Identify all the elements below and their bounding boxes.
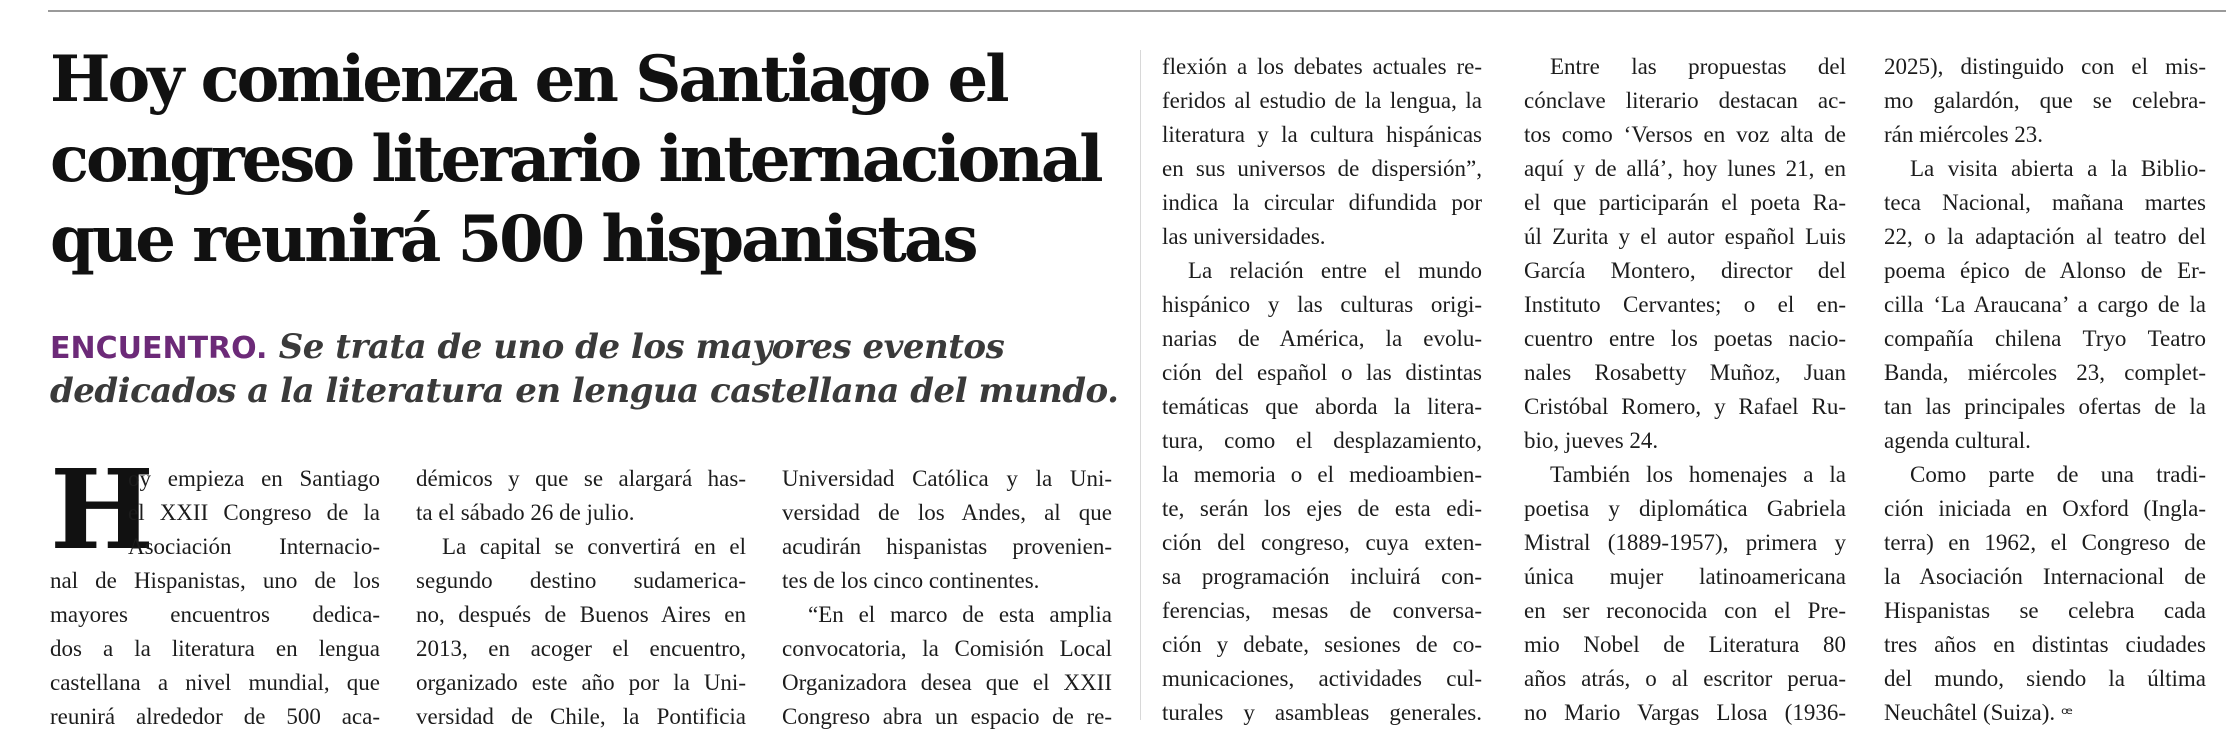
body-line: agenda cultural. [1884, 428, 2031, 453]
body-line: mo galardón, que se celebra- [1884, 88, 2206, 113]
body-line: Banda, miércoles 23, complet- [1884, 360, 2206, 385]
body-line: Asociación Internacio- [128, 534, 380, 559]
body-line: no, después de Buenos Aires en [416, 602, 746, 627]
lead-line [50, 326, 1130, 370]
body-line: organizado este año por la Uni- [416, 670, 746, 695]
body-line: 2025), distinguido con el mis- [1884, 54, 2206, 79]
body-column-2 [416, 462, 746, 734]
body-line: tan las principales ofertas de la [1884, 394, 2206, 419]
body-line: García Montero, director del [1524, 258, 1846, 283]
body-line: la Asociación Internacional de [1884, 564, 2206, 589]
body-line: reunirá alrededor de 500 aca- [50, 704, 380, 729]
body-line: ta el sábado 26 de julio. [416, 500, 635, 525]
body-line: versidad de los Andes, al que [782, 500, 1112, 525]
body-line: Organizadora desea que el XXII [782, 670, 1112, 695]
body-line: segundo destino sudamerica- [416, 568, 746, 593]
body-line: ción del español o las distintas [1162, 360, 1482, 385]
body-line: turales y asambleas generales. [1162, 700, 1482, 725]
column-divider [1140, 50, 1141, 720]
body-line: rán miércoles 23. [1884, 122, 2044, 147]
body-line: La capital se convertirá en el [442, 534, 746, 559]
lead-line: dedicados a la literatura en lengua castellana del mundo. [50, 371, 1119, 411]
lead-text: Se trata de uno de los mayores eventos [278, 327, 1005, 367]
body-line: terra) en 1962, el Congreso de [1884, 530, 2206, 555]
body-line: nales Rosabetty Muñoz, Juan [1524, 360, 1846, 385]
body-line: hispánico y las culturas origi- [1162, 292, 1482, 317]
body-line: poetisa y diplomática Gabriela [1524, 496, 1846, 521]
body-line: Entre las propuestas del [1550, 54, 1846, 79]
body-line: Instituto Cervantes; o el en- [1524, 292, 1846, 317]
body-line: el XXII Congreso de la [128, 500, 380, 525]
body-line: También los homenajes a la [1550, 462, 1846, 487]
body-line: La visita abierta a la Biblio- [1910, 156, 2206, 181]
body-line: démicos y que se alargará has- [416, 466, 746, 491]
last-line-text: Neuchâtel (Suiza). [1884, 700, 2056, 725]
body-line: municaciones, actividades cul- [1162, 666, 1482, 691]
body-line: las universidades. [1162, 224, 1326, 249]
body-line: no Mario Vargas Llosa (1936- [1524, 700, 1846, 725]
top-rule [48, 10, 2226, 12]
body-line: úl Zurita y el autor español Luis [1524, 224, 1846, 249]
body-line: narias de América, la evolu- [1162, 326, 1482, 351]
body-line: nal de Hispanistas, uno de los [50, 568, 380, 593]
body-line: poema épico de Alonso de Er- [1884, 258, 2206, 283]
headline [50, 40, 1110, 280]
body-line: cilla ‘La Araucana’ a cargo de la [1884, 292, 2206, 317]
headline-line: que reunirá 500 hispanistas [50, 202, 976, 277]
body-line: tura, como el desplazamiento, [1162, 428, 1482, 453]
body-line: temáticas que aborda la litera- [1162, 394, 1482, 419]
body-line: sa programación incluirá con- [1162, 564, 1482, 589]
body-line: aquí y de allá’, hoy lunes 21, en [1524, 156, 1846, 181]
body-line: ción y debate, sesiones de co- [1162, 632, 1482, 657]
body-line: la memoria o el medioambien- [1162, 462, 1482, 487]
lead-paragraph [50, 326, 1130, 412]
drop-cap: H [50, 445, 154, 574]
body-line: Cristóbal Romero, y Rafael Ru- [1524, 394, 1846, 419]
body-line: te, serán los ejes de esta edi- [1162, 496, 1482, 521]
body-line: Universidad Católica y la Uni- [782, 466, 1112, 491]
body-line: ferencias, mesas de conversa- [1162, 598, 1482, 623]
body-column-6 [1884, 50, 2206, 730]
body-line: años atrás, o al escritor perua- [1524, 666, 1846, 691]
headline-line: congreso literario internacional [50, 122, 1101, 197]
body-line: La relación entre el mundo [1188, 258, 1482, 283]
body-line: teca Nacional, mañana martes [1884, 190, 2206, 215]
body-line: cónclave literario destacan ac- [1524, 88, 1846, 113]
body-column-4 [1162, 50, 1482, 730]
body-line: mio Nobel de Literatura 80 [1524, 632, 1846, 657]
body-line: 22, o la adaptación al teatro del [1884, 224, 2206, 249]
body-line: acudirán hispanistas provenien- [782, 534, 1112, 559]
body-line: indica la circular difundida por [1162, 190, 1482, 215]
end-mark-icon: ꟹ [2061, 704, 2073, 725]
body-line: en sus universos de dispersión”, [1162, 156, 1482, 181]
body-line: tres años en distintas ciudades [1884, 632, 2206, 657]
body-line: Congreso abra un espacio de re- [782, 704, 1112, 729]
body-line: flexión a los debates actuales re- [1162, 54, 1482, 79]
body-line: convocatoria, la Comisión Local [782, 636, 1112, 661]
body-line: tes de los cinco continentes. [782, 568, 1040, 593]
body-line: ción del congreso, cuya exten- [1162, 530, 1482, 555]
body-line: dos a la literatura en lengua [50, 636, 380, 661]
body-line: compañía chilena Tryo Teatro [1884, 326, 2206, 351]
body-line: 2013, en acoger el encuentro, [416, 636, 746, 661]
body-line: oy empieza en Santiago [128, 466, 380, 491]
body-line: única mujer latinoamericana [1524, 564, 1846, 589]
body-line: bio, jueves 24. [1524, 428, 1659, 453]
body-line: en ser reconocida con el Pre- [1524, 598, 1846, 623]
headline-line: Hoy comienza en Santiago el [50, 42, 1007, 117]
body-column-5 [1524, 50, 1846, 730]
body-line: castellana a nivel mundial, que [50, 670, 380, 695]
body-line: tos como ‘Versos en voz alta de [1524, 122, 1846, 147]
body-line: mayores encuentros dedica- [50, 602, 380, 627]
body-line: ción iniciada en Oxford (Ingla- [1884, 496, 2206, 521]
body-line: “En el marco de esta amplia [808, 602, 1112, 627]
body-line: Como parte de una tradi- [1910, 462, 2206, 487]
body-column-3 [782, 462, 1112, 734]
body-line: el que participarán el poeta Ra- [1524, 190, 1846, 215]
body-line [1884, 696, 2206, 730]
body-column-1 [50, 445, 380, 734]
body-line: Hispanistas se celebra cada [1884, 598, 2206, 623]
body-line: del mundo, siendo la última [1884, 666, 2206, 691]
body-line: cuentro entre los poetas nacio- [1524, 326, 1846, 351]
body-line: feridos al estudio de la lengua, la [1162, 88, 1482, 113]
body-line: literatura y la cultura hispánicas [1162, 122, 1482, 147]
kicker: ENCUENTRO. [50, 331, 268, 366]
body-line: Mistral (1889-1957), primera y [1524, 530, 1846, 555]
body-line: versidad de Chile, la Pontificia [416, 704, 746, 729]
